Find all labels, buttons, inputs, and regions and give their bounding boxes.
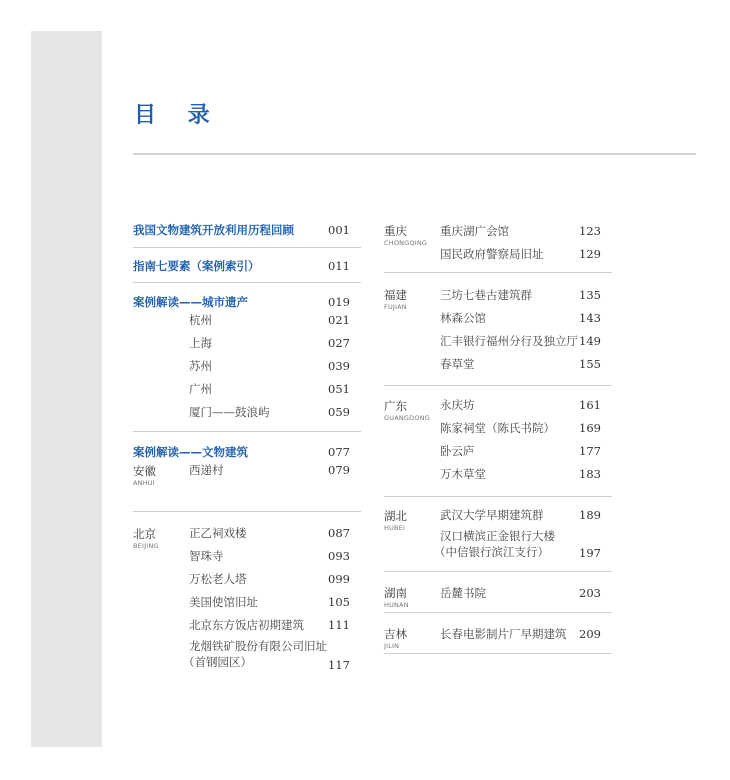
toc-entry[interactable]: 苏州 — [189, 359, 212, 373]
toc-title: 目 录 — [134, 102, 222, 128]
title-divider — [133, 153, 696, 155]
province-name-en: HUBEI — [384, 524, 406, 532]
toc-entry[interactable]: 北京东方饭店初期建筑 — [189, 618, 304, 632]
section-divider — [384, 272, 612, 273]
toc-page-number: 105 — [328, 595, 350, 609]
toc-page-number: 143 — [579, 311, 601, 325]
toc-entry[interactable]: 卧云庐 — [440, 444, 475, 458]
toc-entry[interactable]: 三坊七巷古建筑群 — [440, 288, 532, 302]
toc-page-number: 189 — [579, 508, 601, 522]
toc-page-number: 123 — [579, 224, 601, 238]
province-name: 吉林 — [384, 627, 407, 641]
province-name: 湖南 — [384, 586, 407, 600]
toc-entry[interactable]: 智珠寺 — [189, 549, 224, 563]
toc-entry[interactable]: 武汉大学早期建筑群 — [440, 508, 544, 522]
toc-entry[interactable]: 重庆湖广会馆 — [440, 224, 509, 238]
toc-page-number: 155 — [579, 357, 601, 371]
province-name-en: BEIJING — [133, 542, 159, 550]
toc-page-number: 149 — [579, 334, 601, 348]
province-name-en: HUNAN — [384, 601, 409, 609]
toc-page-number: 099 — [328, 572, 350, 586]
toc-entry[interactable]: 广州 — [189, 382, 212, 396]
toc-entry[interactable]: 上海 — [189, 336, 212, 350]
toc-page-number: 183 — [579, 467, 601, 481]
toc-entry[interactable]: 万木草堂 — [440, 467, 486, 481]
toc-page-number: 019 — [328, 295, 350, 309]
section-divider — [384, 653, 612, 654]
section-divider — [133, 511, 361, 512]
toc-entry[interactable]: 西递村 — [189, 463, 224, 477]
toc-page-number: 001 — [328, 223, 350, 237]
toc-entry-continuation: （首钢园区） — [183, 655, 252, 669]
toc-entry[interactable]: 汉口横滨正金银行大楼 — [440, 529, 555, 543]
toc-page-number: 077 — [328, 445, 350, 459]
province-name-en: CHONGQING — [384, 239, 428, 247]
province-name: 福建 — [384, 288, 407, 302]
province-name: 北京 — [133, 527, 156, 541]
toc-page-number: 197 — [579, 546, 601, 560]
toc-page-number: 087 — [328, 526, 350, 540]
toc-page-number: 177 — [579, 444, 601, 458]
toc-page-number: 051 — [328, 382, 350, 396]
toc-page-number: 203 — [579, 586, 601, 600]
toc-entry-continuation: （中信银行滨江支行） — [434, 545, 549, 559]
province-name-en: GUANGDONG — [384, 414, 430, 422]
toc-section-buildings[interactable]: 案例解读——文物建筑 — [133, 445, 248, 459]
province-name: 重庆 — [384, 224, 407, 238]
toc-page-number: 135 — [579, 288, 601, 302]
toc-entry[interactable]: 永庆坊 — [440, 398, 475, 412]
toc-page-number: 169 — [579, 421, 601, 435]
toc-section-seven-elements[interactable]: 指南七要素（案例索引） — [133, 259, 260, 273]
toc-page-number: 117 — [328, 658, 350, 672]
toc-section-city-heritage[interactable]: 案例解读——城市遗产 — [133, 295, 248, 309]
page-sidebar-band — [31, 31, 102, 747]
toc-entry[interactable]: 杭州 — [189, 313, 212, 327]
section-divider — [384, 612, 612, 613]
section-divider — [384, 496, 612, 497]
toc-entry[interactable]: 岳麓书院 — [440, 586, 486, 600]
toc-entry[interactable]: 国民政府警察局旧址 — [440, 247, 544, 261]
province-name-en: FUJIAN — [384, 303, 407, 311]
toc-entry[interactable]: 龙烟铁矿股份有限公司旧址 — [189, 639, 327, 653]
toc-entry[interactable]: 林森公馆 — [440, 311, 486, 325]
toc-entry[interactable]: 陈家祠堂（陈氏书院） — [440, 421, 555, 435]
province-name-en: ANHUI — [133, 479, 155, 487]
toc-entry[interactable]: 万松老人塔 — [189, 572, 247, 586]
toc-page-number: 209 — [579, 627, 601, 641]
toc-page-number: 059 — [328, 405, 350, 419]
section-divider — [133, 247, 361, 248]
section-divider — [133, 431, 361, 432]
toc-page-number: 111 — [328, 618, 350, 632]
toc-page-number: 027 — [328, 336, 350, 350]
toc-page-number: 129 — [579, 247, 601, 261]
toc-entry[interactable]: 厦门——鼓浪屿 — [189, 405, 270, 419]
province-name-en: JILIN — [384, 642, 400, 650]
province-name: 广东 — [384, 399, 407, 413]
section-divider — [133, 282, 361, 283]
toc-page-number: 093 — [328, 549, 350, 563]
province-name: 安徽 — [133, 464, 156, 478]
toc-page-number: 161 — [579, 398, 601, 412]
section-divider — [384, 571, 612, 572]
toc-page-number: 079 — [328, 463, 350, 477]
toc-page-number: 039 — [328, 359, 350, 373]
province-name: 湖北 — [384, 509, 407, 523]
toc-entry[interactable]: 美国使馆旧址 — [189, 595, 258, 609]
toc-page-number: 021 — [328, 313, 350, 327]
toc-entry[interactable]: 汇丰银行福州分行及独立厅 — [440, 334, 578, 348]
toc-page-number: 011 — [328, 259, 350, 273]
toc-section-history[interactable]: 我国文物建筑开放利用历程回顾 — [133, 223, 294, 237]
toc-entry[interactable]: 春草堂 — [440, 357, 475, 371]
toc-entry[interactable]: 正乙祠戏楼 — [189, 526, 247, 540]
section-divider — [384, 385, 612, 386]
toc-entry[interactable]: 长春电影制片厂早期建筑 — [440, 627, 567, 641]
